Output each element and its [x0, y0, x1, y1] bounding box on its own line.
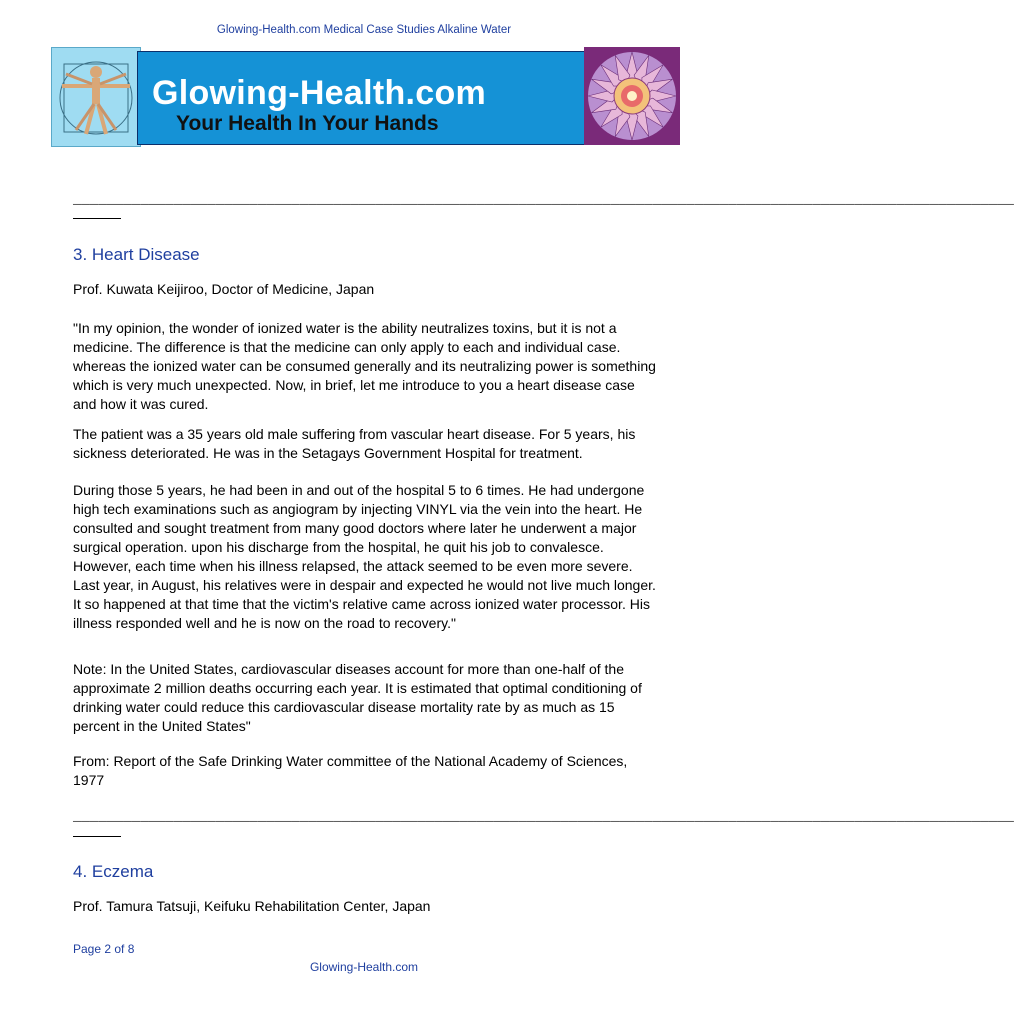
section-author: Prof. Kuwata Keijiroo, Doctor of Medicine, Japan — [73, 281, 375, 297]
paragraph: Note: In the United States, cardiovascular diseases account for more than one-half of the approximate 2 million deaths occurring each year. It is estimated that optimal conditioning of drinking water could reduce this cardiovascular disease mortality rate by as much as 15 percent in the United States" — [73, 661, 642, 734]
paragraph: From: Report of the Safe Drinking Water committee of the National Academy of Sciences, 1977 — [73, 753, 628, 788]
separator-tail — [73, 218, 121, 219]
paragraph: "In my opinion, the wonder of ionized water is the ability neutralizes toxins, but it is not a medicine. The difference is that the medicine can only apply to each and individual case. whereas the ionized water can be consumed generally and its neutralizing power is something which is very much unexpected. Now, in brief, let me introduce to you a heart disease case and how it was cured. — [73, 320, 656, 412]
section-heading: 3. Heart Disease — [73, 245, 200, 264]
brand-tagline: Your Health In Your Hands — [176, 112, 439, 135]
separator-tail — [73, 836, 121, 837]
brand-title: Glowing-Health.com — [152, 74, 487, 112]
separator-line: ________________________________________________________________________________________________________________ — [73, 192, 1014, 208]
paragraph: The patient was a 35 years old male suffering from vascular heart disease. For 5 years, his sickness deteriorated. He was in the Setagays Government Hospital for treatment. — [73, 426, 636, 461]
separator-line: ________________________________________________________________________________________________________________ — [73, 809, 1014, 825]
paragraph: During those 5 years, he had been in and out of the hospital 5 to 6 times. He had undergone high tech examinations such as angiogram by injecting VINYL via the vein into the heart. He consulted and sought treatment from many good doctors where later he underwent a major surgical operation. upon his discharge from the hospital, he quit his job to convalesce. However, each time when his illness relapsed, the attack seemed to be even more severe. Last year, in August, his relatives were in despair and expected he would not live much longer. It so happened at that time that the victim's relative came across ionized water processor. His illness responded well and he is now on the road to recovery." — [73, 482, 656, 631]
footer-site: Glowing-Health.com — [309, 960, 419, 974]
header-top-line: Glowing-Health.com Medical Case Studies Alkaline Water — [216, 24, 512, 36]
section-author: Prof. Tamura Tatsuji, Keifuku Rehabilitation Center, Japan — [73, 898, 431, 914]
page-number: Page 2 of 8 — [73, 942, 135, 956]
mandala-image — [584, 47, 680, 145]
vitruvian-man-image — [51, 47, 141, 147]
section-heading: 4. Eczema — [73, 862, 154, 881]
